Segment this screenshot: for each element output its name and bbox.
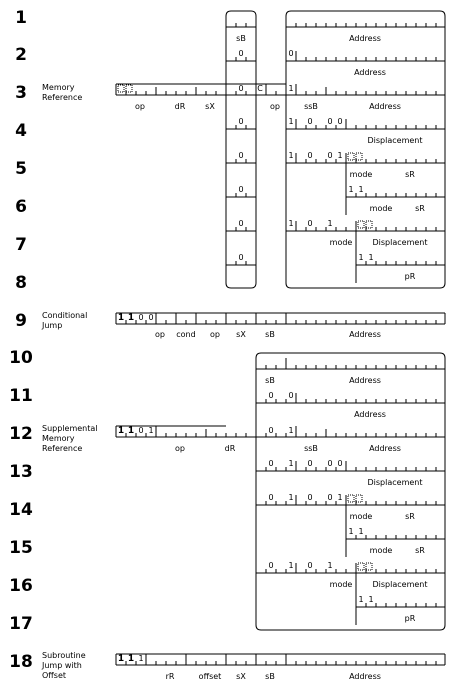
row-number-9: 9 (15, 311, 27, 331)
unused-bits-marker (348, 153, 362, 160)
description-memory-reference: Reference (42, 93, 83, 102)
bit-value: 0 (268, 561, 274, 570)
row-number-17: 17 (9, 614, 33, 634)
row-number-8: 8 (15, 273, 27, 293)
bit-value: 1 (327, 561, 333, 570)
row1-sB-ruler-line (226, 23, 256, 27)
field-label-mode: mode (349, 170, 373, 179)
field-label-mode: mode (369, 546, 393, 555)
bit-value: 1 (127, 313, 135, 323)
bit-value: 1 (117, 426, 125, 436)
field-label-pr: pR (404, 614, 416, 623)
description-conditional-jump: Conditional (42, 311, 88, 320)
bit-value: 1 (117, 654, 125, 664)
field-label-op: op (175, 444, 185, 453)
row-number-15: 15 (9, 538, 33, 558)
field-label-ssb: ssB (304, 102, 318, 111)
row18-ruler-line (116, 661, 445, 665)
row11-ruler (256, 399, 445, 403)
bit-value: 1 (348, 527, 354, 536)
row9-ruler-line (116, 320, 445, 324)
field-label-address: Address (349, 672, 381, 681)
bit-value: 1 (138, 654, 144, 663)
row1-address-ruler (286, 23, 445, 27)
description-subroutine-jump-with-offset: Offset (42, 671, 67, 680)
description-conditional-jump: Jump (42, 321, 63, 330)
field-label-op: op (135, 102, 145, 111)
bit-value: 0 (327, 117, 333, 126)
bit-value: 1 (368, 595, 374, 604)
bit-value: 0 (307, 117, 313, 126)
unused-bits-marker (358, 221, 372, 228)
bit-value: 0 (138, 426, 144, 435)
bit-value: 1 (327, 219, 333, 228)
bit-value: 0 (327, 151, 333, 160)
bit-value: 1 (337, 151, 343, 160)
bit-value: 0 (327, 493, 333, 502)
field-label-op: op (210, 330, 220, 339)
bit-value: 1 (288, 493, 294, 502)
field-label-address: Address (354, 68, 386, 77)
bit-value: 0 (268, 426, 274, 435)
field-label-sx: sX (236, 672, 246, 681)
bit-value: 1 (127, 426, 135, 436)
row-number-10: 10 (9, 348, 33, 368)
row18-ruler (116, 661, 445, 665)
field-label-displacement: Displacement (372, 238, 428, 247)
field-label-sb: sB (265, 376, 275, 385)
bit-value: 0 (148, 313, 154, 322)
bit-value: 1 (358, 527, 364, 536)
bit-value: 0 (307, 561, 313, 570)
description-memory-reference: Memory (42, 83, 75, 92)
row12-ruler-line (116, 433, 445, 437)
bit-value: 1 (148, 426, 154, 435)
row10-ruler-line (256, 365, 445, 369)
row-number-11: 11 (9, 386, 33, 406)
row-number-2: 2 (15, 45, 27, 65)
field-label-sr: sR (415, 204, 425, 213)
description-subroutine-jump-with-offset: Jump with (42, 661, 82, 670)
bit-value: 0 (238, 253, 244, 262)
field-label-sb: sB (265, 330, 275, 339)
field-label-displacement: Displacement (372, 580, 428, 589)
bit-value: 1 (358, 253, 364, 262)
bit-value: 1 (288, 84, 294, 93)
row2-address-ruler (286, 57, 445, 61)
unused-bits-marker (358, 563, 372, 570)
field-label-pr: pR (404, 272, 416, 281)
row1-sB-ruler (226, 23, 256, 27)
row16-ruler-line (256, 569, 445, 573)
field-label-address: Address (349, 34, 381, 43)
description-supplemental-memory-reference: Memory (42, 434, 75, 443)
field-label-ssb: ssB (304, 444, 318, 453)
bit-value: 0 (238, 117, 244, 126)
row-number-13: 13 (9, 462, 33, 482)
bit-value: 1 (288, 426, 294, 435)
row2-address-ruler-line (286, 57, 445, 61)
description-supplemental-memory-reference: Reference (42, 444, 83, 453)
row-number-14: 14 (9, 500, 33, 520)
bit-value: 0 (307, 459, 313, 468)
field-label-op: op (155, 330, 165, 339)
bit-value: 0 (238, 219, 244, 228)
bit-value: 1 (288, 219, 294, 228)
bit-value: 0 (238, 84, 244, 93)
bit-value: 0 (337, 459, 343, 468)
field-label-sb: sB (236, 34, 246, 43)
bit-value: 1 (337, 493, 343, 502)
row-number-5: 5 (15, 159, 27, 179)
row9-ruler (116, 320, 445, 324)
unused-bits-marker (348, 495, 362, 502)
field-label-offset: offset (198, 672, 222, 681)
row-number-7: 7 (15, 235, 27, 255)
bit-value: 0 (238, 49, 244, 58)
field-label-mode: mode (329, 580, 353, 589)
field-label-address: Address (354, 410, 386, 419)
row-number-16: 16 (9, 576, 33, 596)
row10-ruler (256, 365, 445, 369)
bit-value: 0 (268, 493, 274, 502)
row16-ruler (256, 569, 445, 573)
field-label-address: Address (349, 330, 381, 339)
bit-value: 0 (268, 459, 274, 468)
bit-value: 0 (238, 151, 244, 160)
bit-value: 0 (268, 391, 274, 400)
field-label-mode: mode (329, 238, 353, 247)
field-label-dr: dR (224, 444, 236, 453)
row-number-1: 1 (15, 8, 27, 28)
description-subroutine-jump-with-offset: Subroutine (42, 651, 86, 660)
bit-value: 1 (288, 459, 294, 468)
bit-value: 0 (307, 493, 313, 502)
field-label-address: Address (349, 376, 381, 385)
field-label-dr: dR (174, 102, 186, 111)
field-label-address: Address (369, 444, 401, 453)
format-descriptions (41, 83, 98, 680)
row13-ruler (256, 467, 445, 471)
field-label-sr: sR (405, 170, 415, 179)
field-label-sx: sX (205, 102, 215, 111)
unused-bits-marker (118, 85, 132, 92)
field-label-mode: mode (369, 204, 393, 213)
bit-value: 1 (288, 117, 294, 126)
bit-value: 1 (368, 253, 374, 262)
bit-value: 1 (288, 151, 294, 160)
bit-value: 0 (138, 313, 144, 322)
row-number-3: 3 (15, 83, 27, 103)
bit-value: 0 (307, 151, 313, 160)
bit-value: 0 (238, 185, 244, 194)
bit-value: 0 (288, 49, 294, 58)
field-label-mode: mode (349, 512, 373, 521)
row11-ruler-line (256, 399, 445, 403)
row-number-6: 6 (15, 197, 27, 217)
row3-ruler-line (116, 91, 445, 95)
field-label-address: Address (369, 102, 401, 111)
bit-value: 0 (327, 459, 333, 468)
bit-value: 0 (307, 219, 313, 228)
field-label-op: op (270, 102, 280, 111)
field-label-sr: sR (415, 546, 425, 555)
field-label-rr: rR (165, 672, 175, 681)
row-number-12: 12 (9, 424, 33, 444)
description-supplemental-memory-reference: Supplemental (42, 424, 98, 433)
bit-value: 1 (288, 561, 294, 570)
field-label-sr: sR (405, 512, 415, 521)
bit-value: 1 (358, 185, 364, 194)
field-label-cond: cond (176, 330, 196, 339)
bit-value: 1 (117, 313, 125, 323)
row-number-18: 18 (9, 652, 33, 672)
bit-value: 0 (288, 391, 294, 400)
row12-ruler (116, 433, 445, 437)
field-label-sb: sB (265, 672, 275, 681)
format-fields (116, 23, 445, 681)
bit-value: 1 (127, 654, 135, 664)
row13-ruler-line (256, 467, 445, 471)
field-label-displacement: Displacement (367, 136, 423, 145)
field-label-sx: sX (236, 330, 246, 339)
row-number-4: 4 (15, 121, 27, 141)
bit-value: C (257, 84, 263, 93)
row-numbers (9, 8, 33, 672)
row1-address-ruler-line (286, 23, 445, 27)
bit-value: 1 (358, 595, 364, 604)
row3-ruler (116, 91, 445, 95)
bit-value: 1 (348, 185, 354, 194)
bit-value: 0 (337, 117, 343, 126)
field-label-displacement: Displacement (367, 478, 423, 487)
